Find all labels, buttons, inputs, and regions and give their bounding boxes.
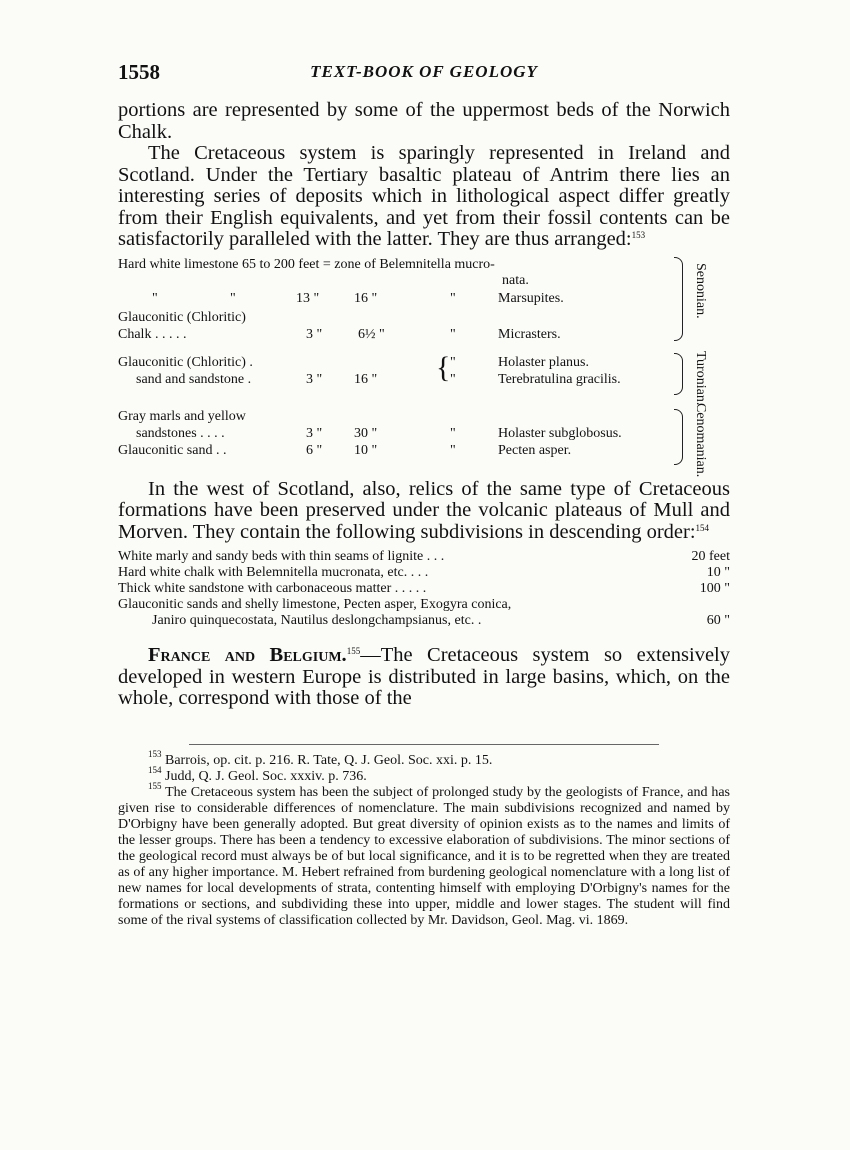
inner-brace: { <box>436 350 451 384</box>
table-cell: 6½ " <box>358 326 385 342</box>
footnote <box>118 748 730 769</box>
table-cell: 16 " <box>354 371 378 387</box>
footnote-ref: 153 <box>631 230 646 240</box>
footnote-number: 154 <box>148 764 162 775</box>
footnote <box>118 764 730 785</box>
footnote-text: Judd, Q. J. Geol. Soc. xxxiv. p. 736. <box>165 768 367 784</box>
paragraph-west-scotland <box>118 479 730 544</box>
paragraph-ireland-scotland <box>118 143 730 251</box>
table-cell: sand and sandstone . <box>136 371 252 387</box>
page-number: 1558 <box>118 60 160 84</box>
table-cell: Chalk . . . . . <box>118 326 187 342</box>
table-row <box>118 549 730 565</box>
footnotes <box>118 748 730 929</box>
table-row <box>118 613 730 629</box>
table-cell: " <box>450 425 456 441</box>
mull-morven-table <box>118 549 730 629</box>
table-cell: Holaster planus. <box>498 354 589 370</box>
row-thickness: 100 " <box>699 581 730 596</box>
table-cell: 3 " <box>306 371 323 387</box>
table-cell: Hard white limestone 65 to 200 feet = zone of Belemnitella mucro- <box>118 256 495 272</box>
table-cell: nata. <box>502 272 529 288</box>
table-cell: Marsupites. <box>498 290 564 306</box>
table-cell: " <box>152 290 158 306</box>
row-thickness: 20 feet <box>691 549 730 564</box>
table-cell: Micrasters. <box>498 326 561 342</box>
table-cell: Gray marls and yellow <box>118 408 246 424</box>
table-cell: 16 " <box>354 290 378 306</box>
paragraph-text: —The Cretaceous system so extensively developed in western Europe is distributed in large basins, which, on the whole, correspond with those of the <box>118 644 730 709</box>
table-cell: " <box>230 290 236 306</box>
table-cell: Glauconitic (Chloritic) <box>118 309 246 325</box>
table-cell: 10 " <box>354 442 378 458</box>
table-cell: Glauconitic (Chloritic) . <box>118 354 253 370</box>
row-thickness: 10 " <box>706 565 730 580</box>
table-cell: 13 " <box>296 290 320 306</box>
cenomanian-brace <box>674 409 683 465</box>
paragraph-france-belgium <box>118 645 730 710</box>
footnote-ref: 154 <box>695 522 710 533</box>
table-cell: Terebratulina gracilis. <box>498 371 621 387</box>
footnote <box>118 780 730 929</box>
footnote-number: 155 <box>148 780 162 791</box>
paragraph-text: In the west of Scotland, also, relics of the same type of Cretaceous formations have been preserved under the volcanic plateaus of Mull and Morven. They contain the following subdivisions in descending order: <box>118 477 730 543</box>
table-row <box>118 581 730 597</box>
page-header <box>118 58 730 88</box>
table-cell: sandstones . . . . <box>136 425 225 441</box>
table-cell: " <box>450 290 456 306</box>
running-title: TEXT-BOOK OF GEOLOGY <box>310 62 538 81</box>
antrim-strata-table <box>118 257 730 477</box>
senonian-brace <box>674 257 683 341</box>
table-row <box>118 597 730 613</box>
table-row <box>118 565 730 581</box>
page <box>118 58 730 929</box>
table-cell: 30 " <box>354 425 378 441</box>
table-cell: " <box>450 371 456 387</box>
row-thickness <box>670 597 730 613</box>
table-cell: Glauconitic sand . . <box>118 442 227 458</box>
footnote-number: 153 <box>148 748 162 759</box>
table-cell: 3 " <box>306 326 323 342</box>
row-description: Glauconitic sands and shelly limestone, Pecten asper, Exogyra conica, <box>118 597 512 612</box>
stage-label-senonian: Senonian. <box>693 262 708 319</box>
footnote-divider <box>189 744 659 745</box>
row-description: Thick white sandstone with carbonaceous matter . . . . . <box>118 581 427 596</box>
table-cell: Holaster subglobosus. <box>498 425 622 441</box>
stage-label-cenomanian: Cenomanian. <box>693 402 708 477</box>
row-description: Janiro quinquecostata, Nautilus deslongchampsianus, etc. . <box>152 613 482 628</box>
stage-label-turonian: Turonian. <box>693 350 708 405</box>
row-thickness: 60 " <box>706 613 730 628</box>
paragraph-continuation: portions are represented by some of the uppermost beds of the Norwich Chalk. <box>118 99 730 143</box>
section-heading: France and Belgium. <box>148 644 347 666</box>
main-text-2 <box>118 479 730 544</box>
table-cell: Pecten asper. <box>498 442 572 458</box>
main-text-3 <box>118 645 730 710</box>
table-cell: 6 " <box>306 442 323 458</box>
row-description: Hard white chalk with Belemnitella mucronata, etc. . . . <box>118 565 429 580</box>
table-cell: " <box>450 354 456 370</box>
table-cell: " <box>450 326 456 342</box>
footnote-text: Barrois, op. cit. p. 216. R. Tate, Q. J. Geol. Soc. xxi. p. 15. <box>165 752 493 768</box>
table-cell: 3 " <box>306 425 323 441</box>
main-text <box>118 100 730 251</box>
turonian-brace <box>674 353 683 395</box>
footnote-text: The Cretaceous system has been the subject of prolonged study by the geologists of France, and has given rise to considerable differences of nomenclature. The main subdivisions recognized and named by D'Orbigny have been generally adopted. But great diversity of opinion exists as to the names and limits of the lesser groups. There has been a tendency to excessive elaboration of subdivisions. The minor sections of the geological record must always be of but local significance, and it is to be regretted when they are treated as of any higher importance. M. Hebert refrained from burdening geological nomenclature with a long list of new names for local developments of strata, contenting himself with employing D'Orbigny's names for the formations or sections, and subdividing these into upper, middle and lower stages. The student will find some of the rival systems of classification collected by Mr. Davidson, Geol. Mag. vi. 1869. <box>118 784 730 928</box>
paragraph-text: The Cretaceous system is sparingly represented in Ireland and Scotland. Under the Tertiary basaltic plateau of Antrim there lies an interesting series of deposits which in lithological aspect differ greatly from their English equivalents, and yet from their fossil contents can be satisfactorily paralleled with the latter. They are thus arranged: <box>118 142 730 250</box>
footnote-ref: 155 <box>346 646 361 656</box>
table-cell: " <box>450 442 456 458</box>
row-description: White marly and sandy beds with thin seams of lignite . . . <box>118 549 445 564</box>
